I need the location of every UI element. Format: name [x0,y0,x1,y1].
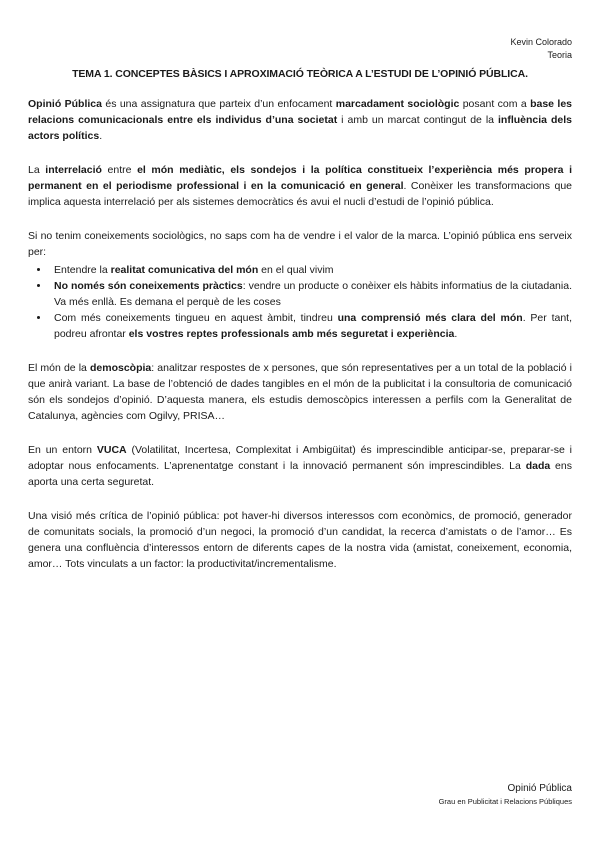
document-title: TEMA 1. CONCEPTES BÀSICS I APROXIMACIÓ TEÒRICA A L’ESTUDI DE L’OPINIÓ PÚBLICA. [72,68,528,80]
paragraph-vuca: En un entorn VUCA (Volatilitat, Incertesa, Complexitat i Ambigüitat) és imprescindible anticipar-se, preparar-se i adoptar nous enfocaments. L’aprenentatge constant i la innovació permanent són imprescindibles. La dada ens aporta una certa seguretat. [28,444,573,488]
author-name: Kevin Colorado [510,37,572,47]
list-item: • No només són coneixements pràctics: vendre un producte o conèixer els hàbits informatius de la ciutadania. Va més enllà. Es demana el perquè de les coses [50,278,572,310]
paragraph-coneixements: Si no tenim coneixements sociològics, no saps com ha de vendre i el valor de la marca. L’opinió pública ens serveix per: [28,230,572,258]
term-opinio-publica: Opinió Pública [28,98,102,110]
paragraph-interrelacio: La interrelació entre el món mediàtic, els sondejos i la política constitueix l’experiència més propera i permanent en el periodisme professional i en la comunicació en general. Conèixer les transformacions que implica aquesta interrelació per als sistemes democràtics és avui el nucli d’estudi de l’opinió pública. [28,164,572,208]
paragraph-visio-critica: Una visió més crítica de l’opinió pública: pot haver-hi diversos interessos com econòmics, de promoció, generador de comunitats socials, la promoció d’un negoci, la promoció d’un candidat, la recerca d’amistats o de l’amor… Es genera una confluència d’interessos entorn de diferents capes de la nostra vida (amistat, coneixement, economia, amor… Tots vinculats a un factor: la productivitat/incrementalisme. [28,510,572,570]
footer-subject: Opinió Pública [507,783,572,794]
page-footer [439,782,572,808]
bullet-list [28,262,572,342]
section-label: Teoria [547,50,572,60]
paragraph-demoscopia: El món de la demoscòpia: analitzar respostes de x persones, que són representatives per a un total de la població i que anirà variant. La base de l’obtenció de dades tangibles en el món de la publicitat i la consultoria de comunicació són els sondejos d’opinió. D’aquesta manera, els estudis demoscòpics interessen a perfils com la Generalitat de Catalunya, agències com Ogilvy, PRISA… [28,362,572,422]
list-item: • Com més coneixements tingueu en aquest àmbit, tindreu una comprensió més clara del món. Per tant, podreu afrontar els vostres reptes professionals amb més seguretat i experiència. [50,310,572,342]
page-header [28,36,572,62]
paragraph-intro: Opinió Pública és una assignatura que parteix d’un enfocament marcadament sociològic posant com a base les relacions comunicacionals entre els individus d’una societat i amb un marcat contingut de la influència dels actors polítics. [28,98,572,142]
footer-degree: Grau en Publicitat i Relacions Públiques [438,797,572,806]
list-item: • Entendre la realitat comunicativa del món en el qual vivim [50,262,572,278]
